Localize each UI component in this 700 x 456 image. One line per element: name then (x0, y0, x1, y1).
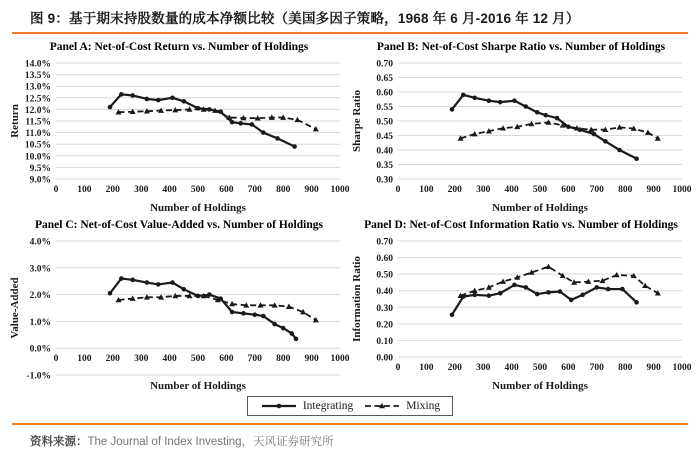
y-tick-label: 0.40 (376, 287, 393, 298)
y-axis-title: Value-Added (9, 277, 21, 339)
x-tick-label: 200 (105, 354, 120, 365)
y-axis-title: Return (9, 104, 21, 138)
y-tick-label: 2.0% (29, 291, 51, 302)
y-tick-label: 11.0% (25, 129, 51, 140)
y-tick-label: 0.30 (376, 303, 393, 314)
x-tick-label: 100 (77, 185, 92, 195)
x-tick-label: 500 (190, 354, 206, 365)
legend-item-integrating (260, 400, 353, 412)
x-tick-label: 200 (447, 185, 462, 195)
x-tick-label: 900 (304, 185, 319, 195)
figure-header (0, 0, 700, 32)
y-tick-label: -1.0% (26, 371, 51, 382)
charts-grid (0, 34, 700, 393)
x-tick-label: 100 (419, 363, 434, 373)
y-tick-label: 12.5% (24, 94, 51, 105)
panel-b-chart (350, 55, 692, 215)
x-tick-label: 700 (247, 185, 262, 195)
y-tick-label: 10.0% (24, 152, 51, 163)
y-tick-label: 1.0% (29, 317, 51, 328)
x-tick-label: 800 (276, 354, 291, 365)
y-tick-label: 0.55 (376, 103, 393, 113)
chart-legend (247, 396, 453, 416)
series-integrating (452, 95, 637, 159)
y-tick-label: 9.0% (29, 175, 51, 186)
x-tick-label: 0 (395, 185, 401, 195)
x-axis-title: Number of Holdings (492, 380, 588, 392)
y-tick-label: 0.65 (376, 74, 393, 84)
x-tick-label: 500 (532, 363, 548, 373)
x-axis-title: Number of Holdings (150, 202, 246, 214)
y-tick-label: 0.30 (376, 175, 393, 186)
x-tick-label: 200 (105, 185, 120, 195)
x-tick-label: 900 (646, 363, 661, 373)
y-tick-label: 10.5% (24, 140, 51, 151)
y-tick-label: 0.40 (376, 146, 393, 157)
source-text: The Journal of Index Investing，天风证券研究所 (87, 436, 334, 448)
panel-d (350, 215, 692, 393)
x-tick-label: 200 (447, 363, 462, 373)
y-tick-label: 13.0% (24, 82, 51, 93)
y-tick-label: 11.5% (25, 117, 51, 128)
x-tick-label: 0 (53, 185, 59, 195)
x-tick-label: 400 (162, 354, 177, 365)
panel-c-chart (8, 233, 350, 393)
x-tick-label: 900 (304, 354, 319, 365)
x-tick-label: 1000 (672, 363, 692, 373)
x-tick-label: 300 (134, 185, 149, 195)
x-tick-label: 900 (646, 185, 661, 195)
x-tick-label: 1000 (672, 185, 692, 195)
panel-b (350, 37, 692, 215)
x-tick-label: 0 (395, 363, 401, 373)
x-tick-label: 700 (247, 354, 262, 365)
x-tick-label: 300 (134, 354, 149, 365)
x-tick-label: 1000 (330, 354, 350, 365)
x-tick-label: 1000 (330, 185, 350, 195)
legend-item-mixing (363, 400, 440, 412)
x-tick-label: 400 (162, 185, 177, 195)
figure-title: 图 9：基于期末持股数量的成本净额比较（美国多因子策略，1968 年 6 月-2016 年 12 月） (30, 11, 580, 26)
y-tick-label: 0.20 (376, 320, 393, 331)
x-tick-label: 600 (561, 185, 576, 195)
y-tick-label: 0.45 (376, 132, 393, 142)
y-tick-label: 4.0% (29, 237, 51, 248)
mixing-line-sample-icon (363, 400, 401, 412)
x-axis-title: Number of Holdings (150, 380, 246, 392)
x-tick-label: 600 (561, 363, 576, 373)
x-tick-label: 500 (190, 185, 206, 195)
x-tick-label: 300 (476, 185, 491, 195)
panel-d-title: Panel D: Net-of-Cost Information Ratio vs. Number of Holdings (364, 219, 678, 231)
series-integrating (110, 279, 296, 339)
legend-label-integrating: Integrating (302, 400, 354, 412)
y-axis-title: Information Ratio (351, 256, 363, 342)
panel-c-title: Panel C: Net-of-Cost Value-Added vs. Number of Holdings (35, 219, 323, 231)
x-tick-label: 800 (276, 185, 291, 195)
series-integrating (110, 94, 295, 146)
x-tick-label: 800 (618, 363, 633, 373)
x-tick-label: 300 (476, 363, 491, 373)
x-tick-label: 700 (589, 185, 604, 195)
y-tick-label: 0.0% (29, 344, 51, 355)
legend-label-mixing: Mixing (406, 400, 441, 412)
x-tick-label: 0 (53, 354, 59, 365)
panel-a (8, 37, 350, 215)
y-tick-label: 0.00 (376, 353, 393, 364)
y-tick-label: 0.50 (376, 270, 393, 281)
panel-d-chart (350, 233, 692, 393)
x-tick-label: 700 (589, 363, 604, 373)
panel-a-chart (8, 55, 350, 215)
x-tick-label: 400 (504, 363, 519, 373)
x-tick-label: 500 (532, 185, 548, 195)
source-line (0, 425, 700, 449)
y-tick-label: 0.70 (376, 59, 393, 70)
panel-c (8, 215, 350, 393)
y-tick-label: 0.70 (376, 237, 393, 248)
x-tick-label: 600 (219, 354, 234, 365)
integrating-line-sample-icon (260, 400, 298, 412)
x-axis-title: Number of Holdings (492, 202, 588, 214)
y-tick-label: 0.10 (376, 336, 393, 347)
source-label: 资料来源： (30, 436, 88, 448)
x-tick-label: 100 (77, 354, 92, 365)
panel-a-title: Panel A: Net-of-Cost Return vs. Number of Holdings (49, 41, 309, 53)
x-tick-label: 400 (504, 185, 519, 195)
y-tick-label: 3.0% (29, 264, 51, 275)
y-tick-label: 0.60 (376, 88, 393, 99)
y-tick-label: 0.60 (376, 254, 393, 265)
y-tick-label: 12.0% (24, 105, 51, 116)
y-tick-label: 0.35 (376, 161, 393, 171)
y-tick-label: 13.5% (24, 71, 51, 82)
x-tick-label: 800 (618, 185, 633, 195)
x-tick-label: 100 (419, 185, 434, 195)
y-tick-label: 9.5% (29, 163, 51, 174)
x-tick-label: 600 (219, 185, 234, 195)
y-tick-label: 0.50 (376, 117, 393, 128)
y-tick-label: 14.0% (24, 59, 51, 70)
y-axis-title: Sharpe Ratio (351, 89, 363, 153)
legend-row (0, 396, 700, 416)
panel-b-title: Panel B: Net-of-Cost Sharpe Ratio vs. Number of Holdings (376, 41, 666, 53)
